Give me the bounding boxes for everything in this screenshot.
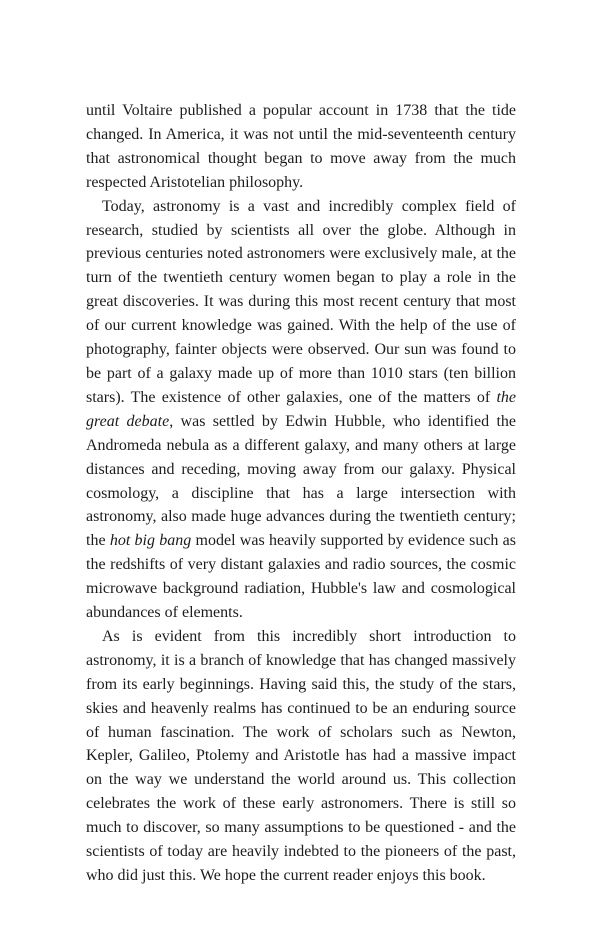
italic-term-great-debate: the great debate <box>86 388 516 430</box>
paragraph-voltaire <box>86 99 516 195</box>
paragraph-text: model was heavily supported by evidence such as the redshifts of very distant galaxies and radio sources, the cosmic microwave background radiation, Hubble's law and cosmological abundances of elements. <box>86 532 517 622</box>
book-page <box>86 99 516 888</box>
paragraph-text: As is evident from this incredibly short introduction to astronomy, it is a branch of knowledge that has changed massively from its early beginnings. Having said this, the study of the stars, skies and heavenly realms has continued to be an enduring source of human fascination. The work of scholars such as Newton, Kepler, Galileo, Ptolemy and Aristotle has had a massive impact on the way we understand the world around us. This collection celebrates the work of these early astronomers. There is still so much to discover, so many assumptions to be questioned - and the scientists of today are heavily indebted to the pioneers of the past, who did just this. We hope the current reader enjoys this book. <box>86 627 516 884</box>
paragraph-conclusion <box>86 625 516 888</box>
paragraph-text: , was settled by Edwin Hubble, who identified the Andromeda nebula as a different galaxy, and many others at large distances and receding, moving away from our galaxy. Physical cosmology, a discipline that has a large intersection with astronomy, also made huge advances during the twentieth century; the <box>86 412 516 550</box>
paragraph-text: Today, astronomy is a vast and incredibly complex field of research, studied by scientists all over the globe. Although in previous centuries noted astronomers were exclusively male, at the turn of the twentieth century women began to play a role in the great discoveries. It was during this most recent century that most of our current knowledge was gained. With the help of the use of photography, fainter objects were observed. Our sun was found to be part of a galaxy made up of more than 1010 stars (ten billion stars). The existence of other galaxies, one of the matters of <box>86 197 516 406</box>
paragraph-text: until Voltaire published a popular account in 1738 that the tide changed. In America, it was not until the mid-seventeenth century that astronomical thought began to move away from the much respected Aristotelian philosophy. <box>86 102 516 191</box>
paragraph-modern-astronomy <box>86 195 516 625</box>
italic-term-hot-big-bang: hot big bang <box>109 532 192 550</box>
